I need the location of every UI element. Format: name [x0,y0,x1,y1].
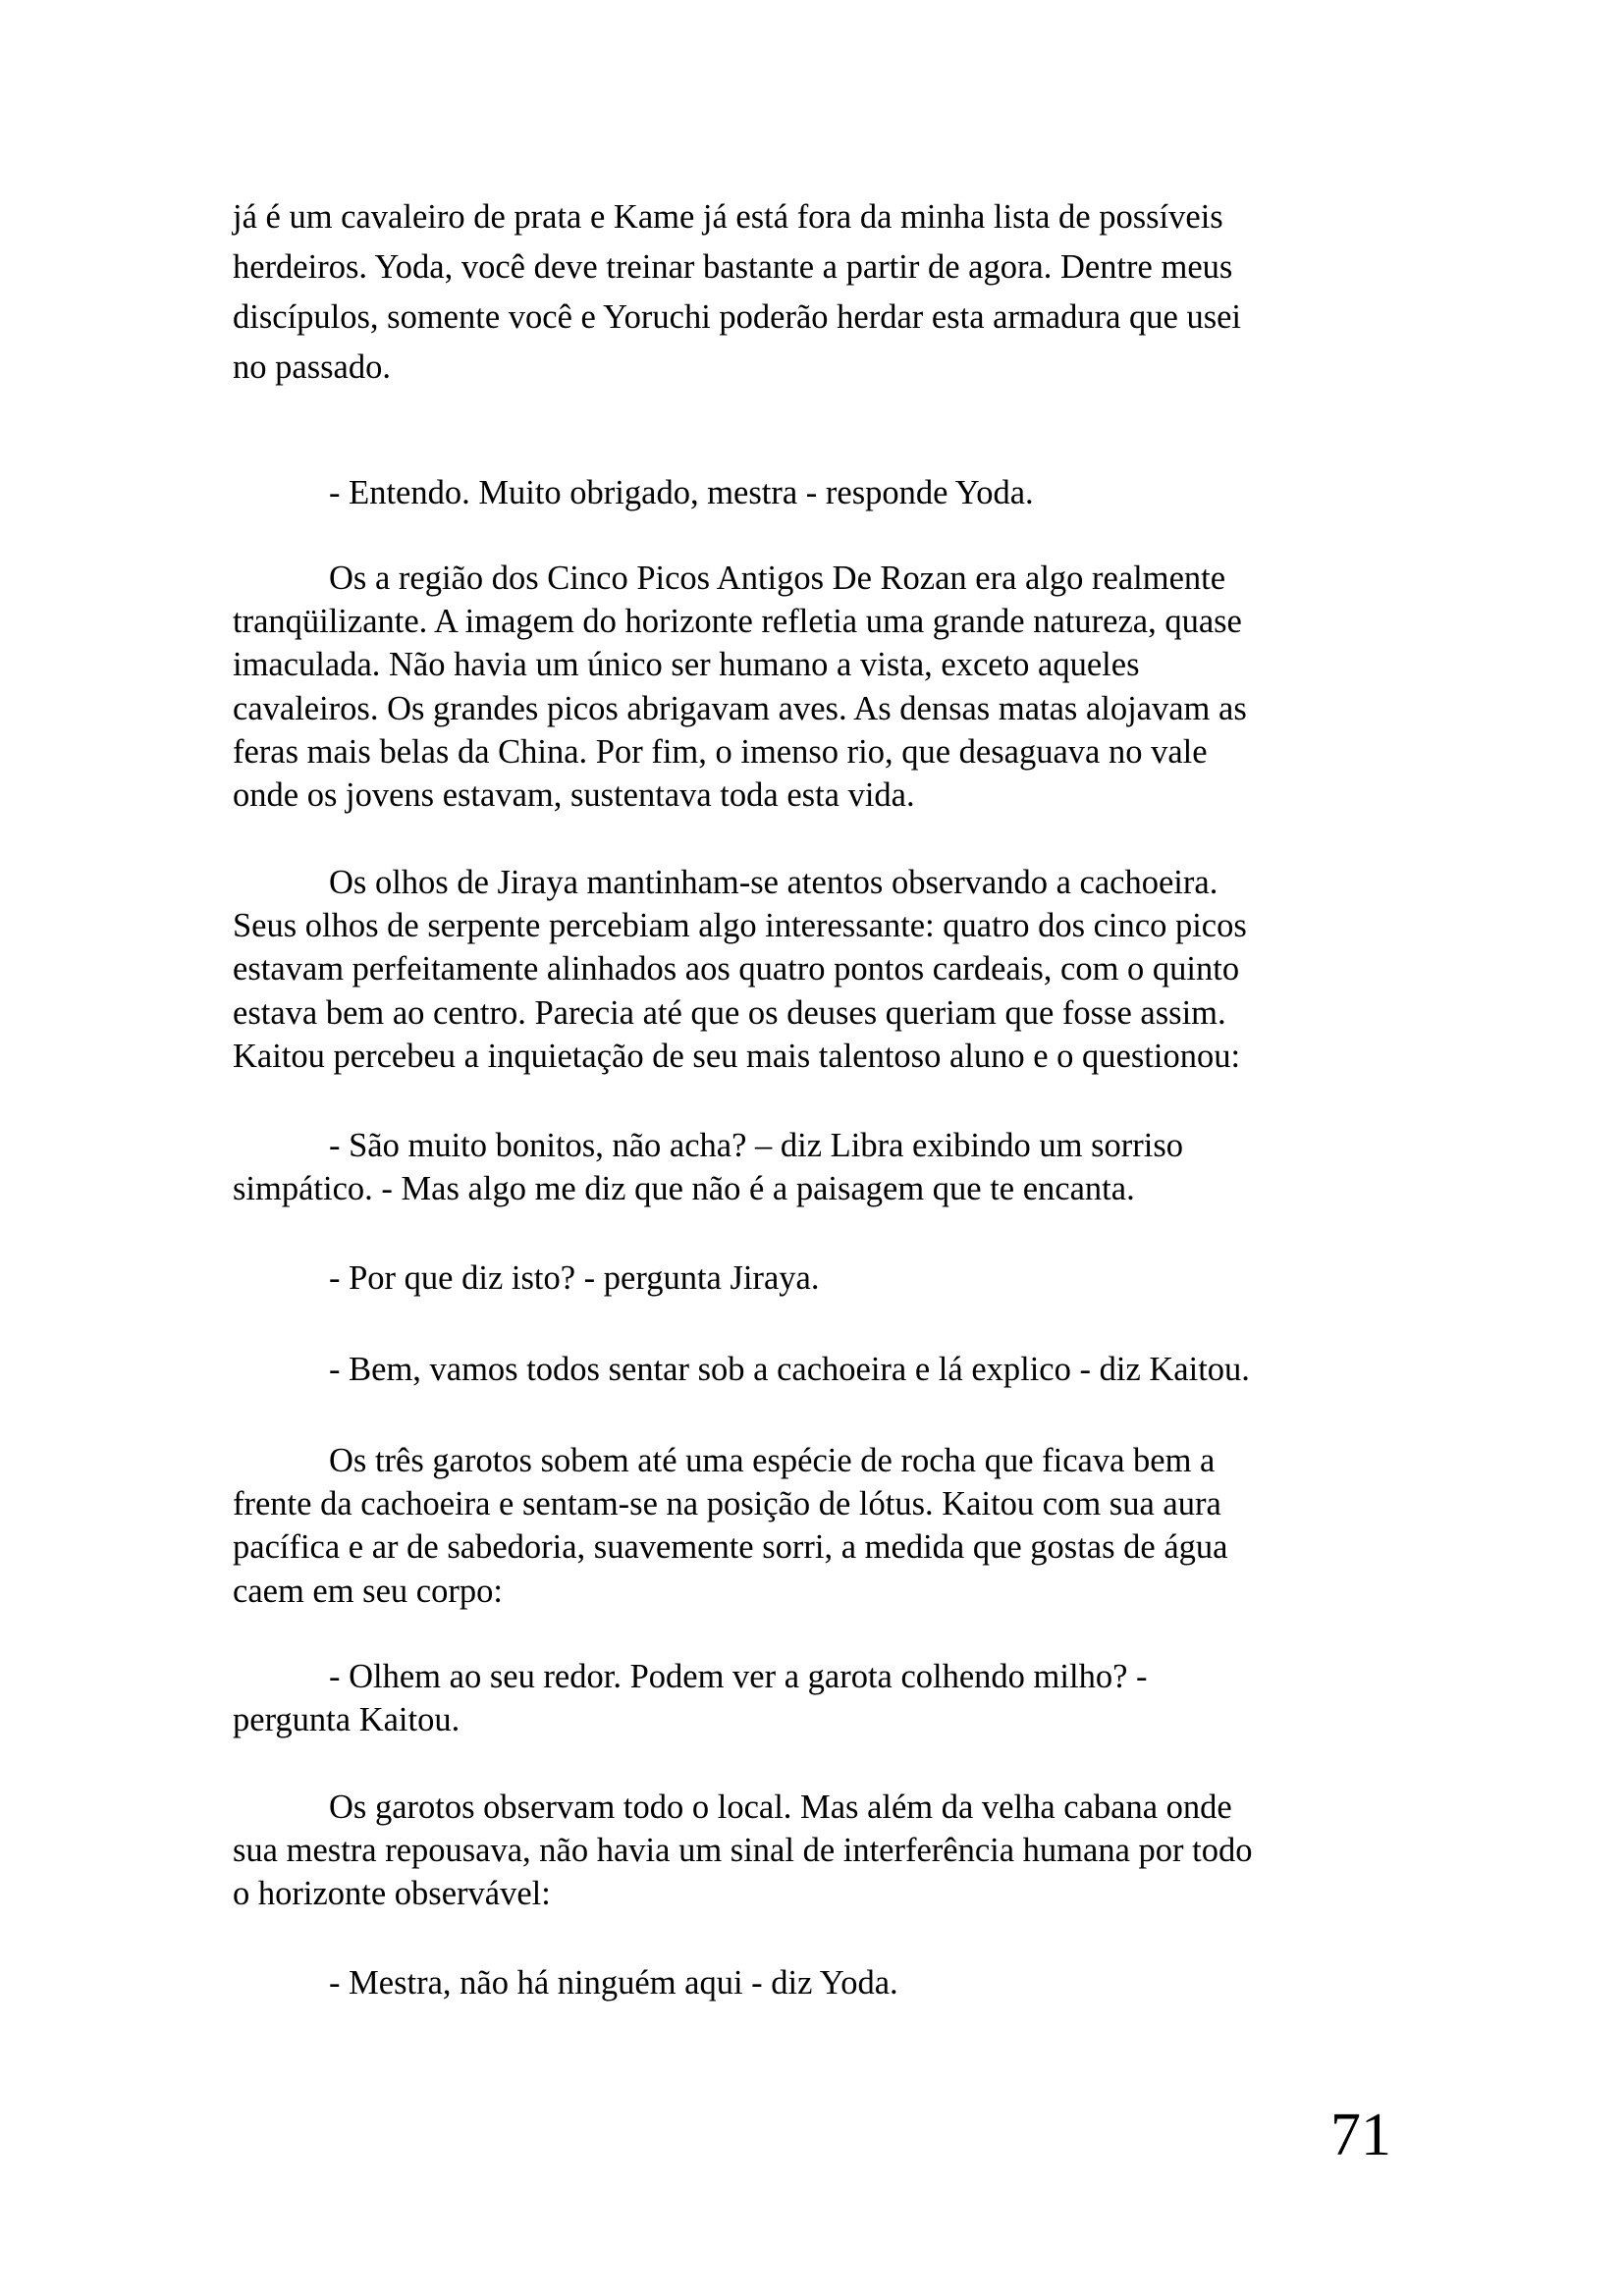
narrative-paragraph [233,861,1401,1078]
text-line: Os garotos observam todo o local. Mas além da velha cabana onde [329,1789,1232,1826]
text-line: discípulos, somente você e Yoruchi poderão herdar esta armadura que usei [233,298,1242,336]
text-line: feras mais belas da China. Por fim, o imenso rio, que desaguava no vale [233,732,1208,771]
dialogue-paragraph [233,1655,1401,1741]
text-line: caem em seu corpo: [233,1572,503,1610]
text-line: estavam perfeitamente alinhados aos quatro pontos cardeais, com o quinto [233,950,1240,988]
text-line: imaculada. Não havia um único ser humano a vista, exceto aqueles [233,646,1140,684]
text-line: - Por que diz isto? - pergunta Jiraya. [329,1259,820,1297]
dialogue-paragraph [233,471,1401,514]
text-line: pergunta Kaitou. [233,1701,460,1739]
text-line: no passado. [233,348,391,386]
text-line: cavaleiros. Os grandes picos abrigavam aves. As densas matas alojavam as [233,689,1247,727]
paragraph-continuation [233,192,1401,393]
page-number: 71 [1330,2102,1391,2168]
text-line: - Bem, vamos todos sentar sob a cachoeira e lá explico - diz Kaitou. [329,1351,1250,1388]
text-line: estava bem ao centro. Parecia até que os deuses queriam que fosse assim. [233,993,1226,1032]
dialogue-paragraph [233,1256,1401,1300]
text-line: onde os jovens estavam, sustentava toda esta vida. [233,776,915,815]
narrative-paragraph [233,557,1401,817]
text-line: pacífica e ar de sabedoria, suavemente sorri, a medida que gostas de água [233,1528,1228,1567]
text-line: o horizonte observável: [233,1875,551,1913]
narrative-paragraph [233,1786,1401,1916]
text-line: - Entendo. Muito obrigado, mestra - responde Yoda. [329,474,1034,511]
text-line: simpático. - Mas algo me diz que não é a paisagem que te encanta. [233,1170,1135,1208]
text-line: frente da cachoeira e sentam-se na posição de lótus. Kaitou com sua aura [233,1485,1221,1523]
text-line: Os olhos de Jiraya mantinham-se atentos observando a cachoeira. [329,864,1218,901]
dialogue-paragraph [233,1348,1401,1391]
text-line: sua mestra repousava, não havia um sinal de interferência humana por todo [233,1832,1253,1870]
text-line: herdeiros. Yoda, você deve treinar bastante a partir de agora. Dentre meus [233,248,1233,286]
narrative-paragraph [233,1439,1401,1613]
text-line: Os a região dos Cinco Picos Antigos De Rozan era algo realmente [329,560,1226,597]
dialogue-paragraph [233,1961,1401,2004]
text-line: Seus olhos de serpente percebiam algo interessante: quatro dos cinco picos [233,907,1247,945]
text-line: já é um cavaleiro de prata e Kame já está fora da minha lista de possíveis [233,198,1223,236]
text-line: - Olhem ao seu redor. Podem ver a garota colhendo milho? - [329,1658,1148,1695]
text-line: - São muito bonitos, não acha? – diz Libra exibindo um sorriso [329,1127,1183,1164]
dialogue-paragraph [233,1124,1401,1210]
text-line: Kaitou percebeu a inquietação de seu mais talentoso aluno e o questionou: [233,1037,1241,1075]
text-line: - Mestra, não há ninguém aqui - diz Yoda. [329,1964,898,2002]
text-line: tranqüilizante. A imagem do horizonte refletia uma grande natureza, quase [233,603,1242,641]
text-line: Os três garotos sobem até uma espécie de rocha que ficava bem a [329,1442,1216,1479]
